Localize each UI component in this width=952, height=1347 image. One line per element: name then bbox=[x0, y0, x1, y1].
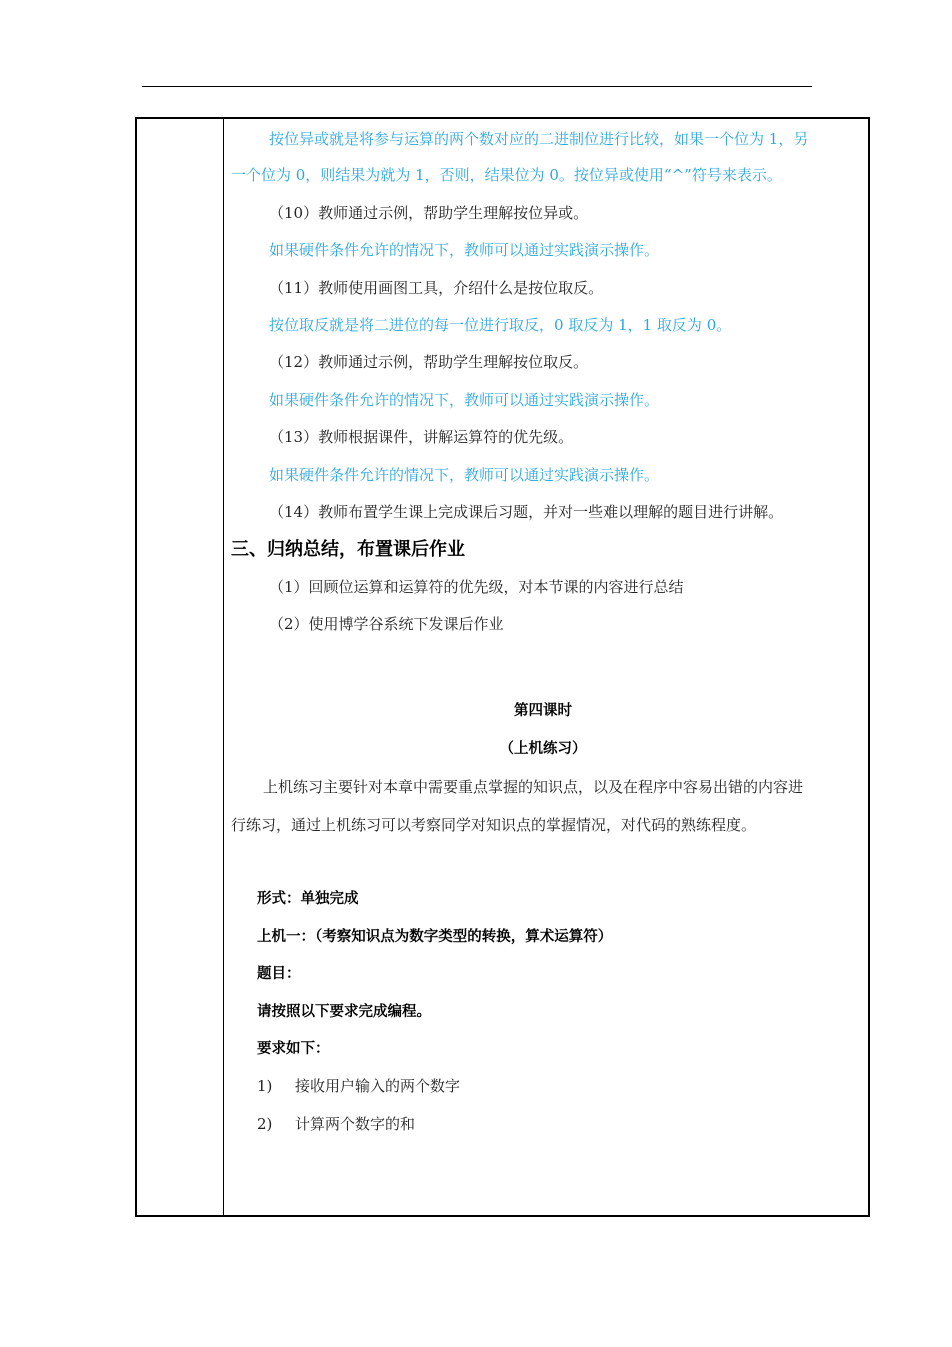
text-line: （2）使用博学谷系统下发课后作业 bbox=[269, 615, 504, 633]
form-label: 形式：单独完成 bbox=[257, 891, 359, 907]
text-line: （11）教师使用画图工具，介绍什么是按位取反。 bbox=[269, 279, 604, 297]
lesson-subtitle: （上机练习） bbox=[499, 741, 587, 757]
text-line: （1）回顾位运算和运算符的优先级，对本节课的内容进行总结 bbox=[269, 578, 684, 596]
question-label: 题目： bbox=[257, 966, 301, 982]
text-line: 行练习，通过上机练习可以考察同学对知识点的掌握情况，对代码的熟练程度。 bbox=[231, 816, 757, 834]
list-item: 接收用户输入的两个数字 bbox=[295, 1077, 461, 1095]
text-line: 如果硬件条件允许的情况下，教师可以通过实践演示操作。 bbox=[269, 241, 660, 259]
section-heading: 三、归纳总结，布置课后作业 bbox=[231, 539, 465, 560]
list-item: 计算两个数字的和 bbox=[295, 1115, 416, 1133]
header-rule bbox=[142, 86, 812, 87]
text-line: 按位取反就是将二进位的每一位进行取反，0 取反为 1，1 取反为 0。 bbox=[269, 316, 732, 334]
text-line: 如果硬件条件允许的情况下，教师可以通过实践演示操作。 bbox=[269, 391, 660, 409]
text-line: （10）教师通过示例，帮助学生理解按位异或。 bbox=[269, 204, 589, 222]
list-number: 2) bbox=[257, 1115, 273, 1133]
instruction: 请按照以下要求完成编程。 bbox=[257, 1004, 431, 1020]
text-line: 按位异或就是将参与运算的两个数对应的二进制位进行比较，如果一个位为 1，另 bbox=[269, 130, 809, 148]
list-number: 1) bbox=[257, 1077, 273, 1095]
text-line: （12）教师通过示例，帮助学生理解按位取反。 bbox=[269, 353, 589, 371]
text-line: 一个位为 0，则结果为就为 1，否则，结果位为 0。按位异或使用“^”符号来表示。 bbox=[231, 166, 782, 184]
content-cell bbox=[223, 119, 868, 1215]
text-line: （13）教师根据课件，讲解运算符的优先级。 bbox=[269, 428, 574, 446]
text-line: 如果硬件条件允许的情况下，教师可以通过实践演示操作。 bbox=[269, 466, 660, 484]
requirements-label: 要求如下： bbox=[257, 1041, 330, 1057]
lesson-title: 第四课时 bbox=[514, 703, 572, 719]
content-table bbox=[135, 117, 870, 1217]
text-line: 上机练习主要针对本章中需要重点掌握的知识点，以及在程序中容易出错的内容进 bbox=[263, 778, 804, 796]
exercise-title: 上机一：（考察知识点为数字类型的转换，算术运算符） bbox=[257, 929, 613, 945]
text-line: （14）教师布置学生课上完成课后习题，并对一些难以理解的题目进行讲解。 bbox=[269, 503, 784, 521]
